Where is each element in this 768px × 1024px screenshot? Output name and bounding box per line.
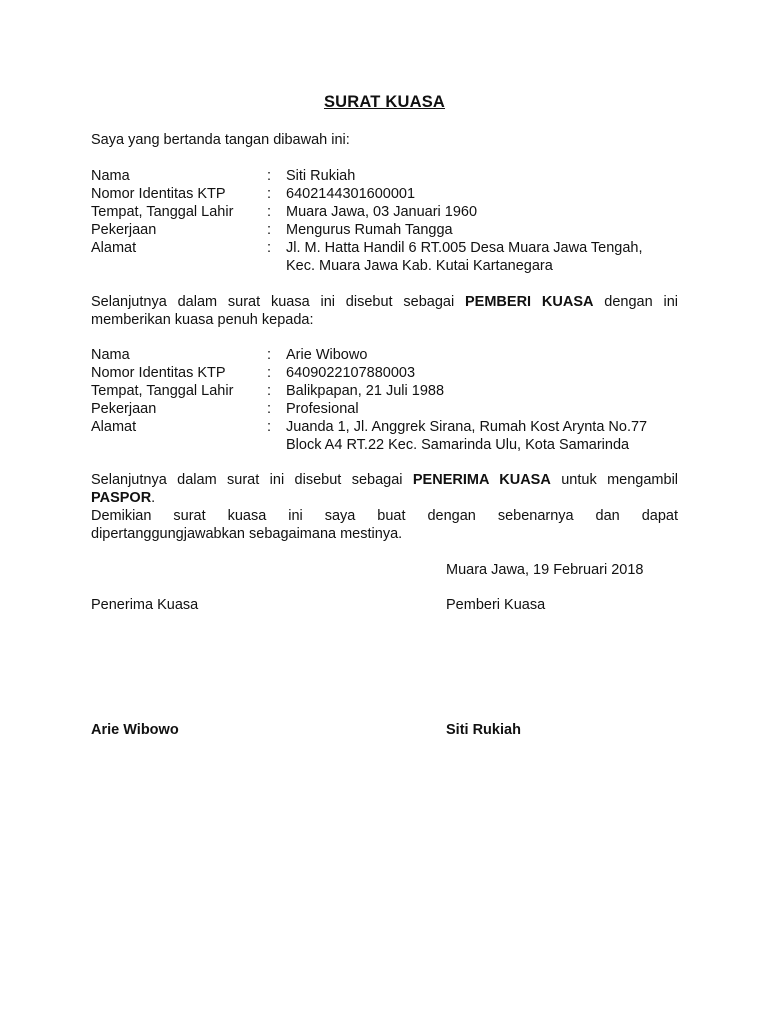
- pemberi-kuasa-term: PEMBERI KUASA: [465, 294, 594, 310]
- penerima-alamat-line1: Juanda 1, Jl. Anggrek Sirana, Rumah Kost Arynta No.77: [286, 419, 648, 435]
- paragraph-pemberi-kuasa-line1: [91, 293, 678, 311]
- colon-separator: :: [267, 222, 272, 238]
- field-label: Alamat: [91, 419, 137, 435]
- pemberi-ktp-row: [91, 185, 678, 203]
- pemberi-nama-value: Siti Rukiah: [286, 168, 356, 184]
- colon-separator: :: [267, 186, 272, 202]
- colon-separator: :: [267, 240, 272, 256]
- field-label: Pekerjaan: [91, 222, 157, 238]
- penerima-alamat-line2: Block A4 RT.22 Kec. Samarinda Ulu, Kota Samarinda: [286, 437, 630, 453]
- intro-text: Saya yang bertanda tangan dibawah ini:: [91, 132, 350, 148]
- penerima-ktp-row: [91, 364, 678, 382]
- colon-separator: :: [267, 401, 272, 417]
- para1-text-after: dengan ini: [604, 294, 679, 310]
- penerima-alamat-row: [91, 418, 678, 436]
- field-label: Nomor Identitas KTP: [91, 365, 226, 381]
- para2-text-before: Selanjutnya dalam surat ini disebut sebagai: [91, 472, 403, 488]
- penerima-kuasa-role: Penerima Kuasa: [91, 597, 199, 613]
- field-label: Tempat, Tanggal Lahir: [91, 204, 234, 220]
- place-date: Muara Jawa, 19 Februari 2018: [446, 562, 644, 578]
- colon-separator: :: [267, 383, 272, 399]
- para1-text-before: Selanjutnya dalam surat kuasa ini disebut sebagai: [91, 294, 455, 310]
- field-label: Nama: [91, 347, 130, 363]
- para2-period: .: [151, 490, 156, 506]
- pemberi-ktp-value: 6402144301600001: [286, 186, 416, 202]
- penerima-nama-value: Arie Wibowo: [286, 347, 368, 363]
- colon-separator: :: [267, 204, 272, 220]
- paragraph-penerima-kuasa-line1: [91, 471, 678, 489]
- pemberi-kuasa-role: Pemberi Kuasa: [446, 597, 546, 613]
- closing-paragraph-line2: dipertanggungjawabkan sebagaimana mestinya.: [91, 526, 403, 542]
- pemberi-pekerjaan-row: [91, 221, 678, 239]
- document-title: SURAT KUASA: [323, 93, 446, 111]
- field-label: Tempat, Tanggal Lahir: [91, 383, 234, 399]
- pemberi-pekerjaan-value: Mengurus Rumah Tangga: [286, 222, 453, 238]
- pemberi-alamat-line2: Kec. Muara Jawa Kab. Kutai Kartanegara: [286, 258, 553, 274]
- colon-separator: :: [267, 365, 272, 381]
- pemberi-alamat-line1: Jl. M. Hatta Handil 6 RT.005 Desa Muara Jawa Tengah,: [286, 240, 643, 256]
- field-label: Pekerjaan: [91, 401, 157, 417]
- penerima-ktp-value: 6409022107880003: [286, 365, 416, 381]
- penerima-nama-row: [91, 346, 678, 364]
- closing-paragraph-line1: Demikian surat kuasa ini saya buat dengan sebenarnya dan dapat: [91, 508, 678, 524]
- colon-separator: :: [267, 347, 272, 363]
- penerima-alamat-row-2: [91, 436, 678, 454]
- field-label: Nomor Identitas KTP: [91, 186, 226, 202]
- paragraph-penerima-kuasa-line2: [91, 489, 155, 507]
- penerima-pekerjaan-value: Profesional: [286, 401, 359, 417]
- pemberi-alamat-row-2: [91, 257, 678, 275]
- penerima-kuasa-term: PENERIMA KUASA: [412, 472, 551, 488]
- para2-text-after: untuk mengambil: [561, 472, 679, 488]
- penerima-signatory-name: Arie Wibowo: [91, 722, 179, 738]
- paragraph-pemberi-kuasa-line2: memberikan kuasa penuh kepada:: [91, 312, 314, 328]
- penerima-ttl-value: Balikpapan, 21 Juli 1988: [286, 383, 445, 399]
- pemberi-signatory-name: Siti Rukiah: [446, 722, 521, 738]
- pemberi-alamat-row: [91, 239, 678, 257]
- field-label: Alamat: [91, 240, 137, 256]
- penerima-ttl-row: [91, 382, 678, 400]
- pemberi-ttl-row: [91, 203, 678, 221]
- paspor-term: PASPOR: [91, 490, 152, 506]
- pemberi-ttl-value: Muara Jawa, 03 Januari 1960: [286, 204, 478, 220]
- pemberi-nama-row: [91, 167, 678, 185]
- colon-separator: :: [267, 419, 272, 435]
- penerima-pekerjaan-row: [91, 400, 678, 418]
- field-label: Nama: [91, 168, 130, 184]
- colon-separator: :: [267, 168, 272, 184]
